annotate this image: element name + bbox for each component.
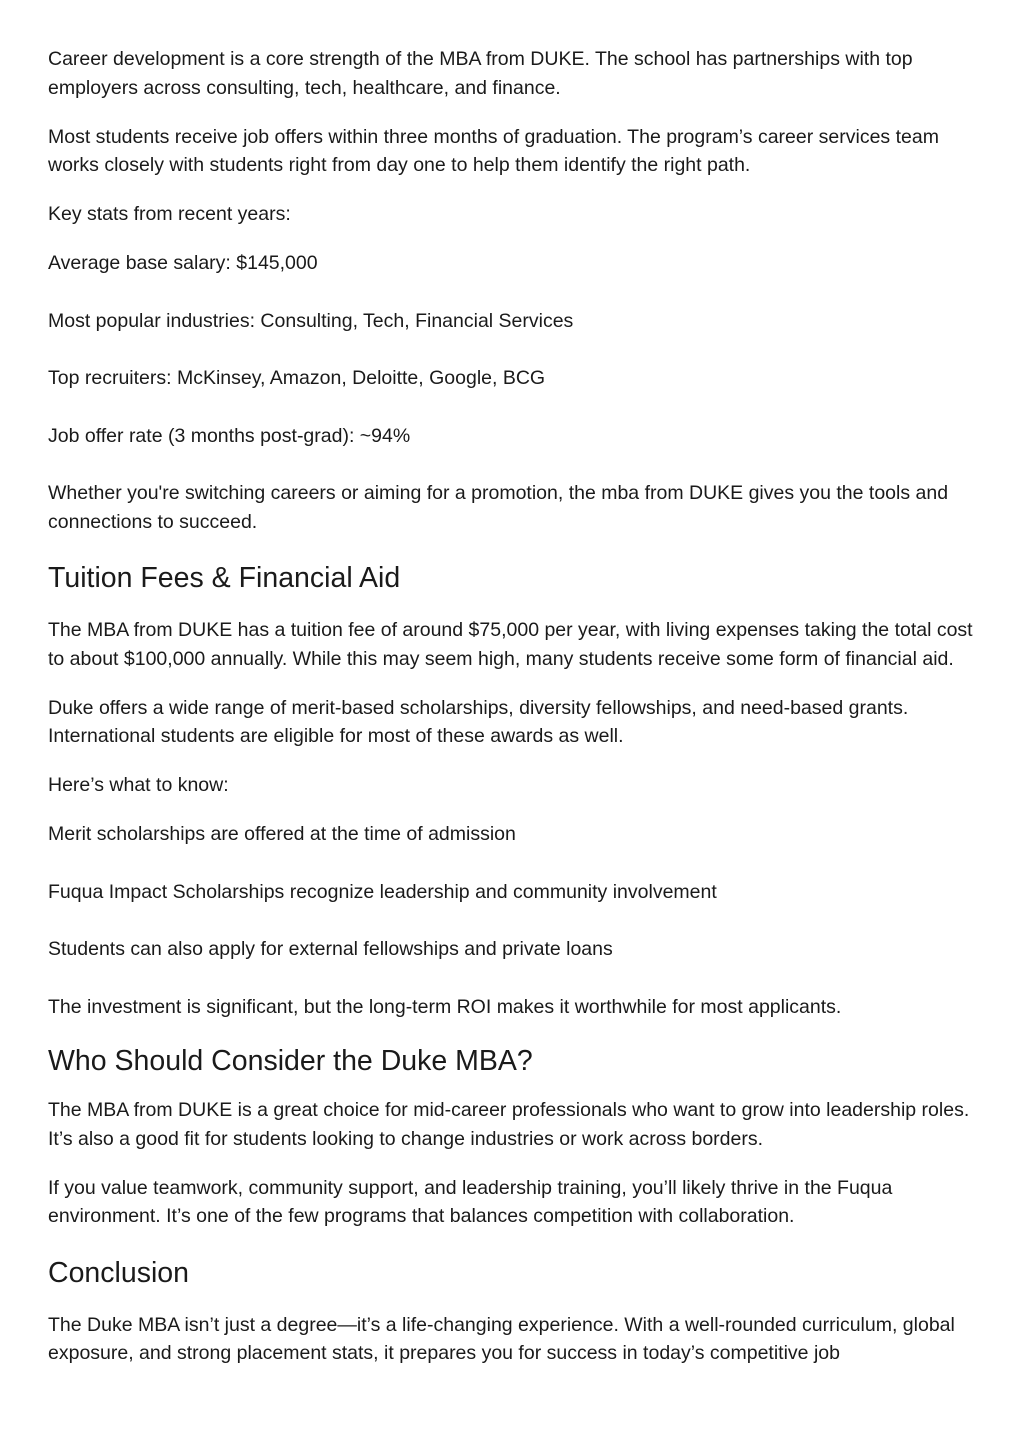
- tuition-paragraph-1: The MBA from DUKE has a tuition fee of around $75,000 per year, with living expenses taking the total cost to about $100,000 annually. While this may seem high, many students receive some form of financial aid.: [48, 619, 973, 670]
- stat-item: Average base salary: $145,000: [48, 252, 318, 274]
- who-paragraph-1: The MBA from DUKE is a great choice for mid-career professionals who want to grow into leadership roles. It’s also a good fit for students looking to change industries or work across borders.: [48, 1099, 970, 1150]
- tuition-paragraph-2: Duke offers a wide range of merit-based scholarships, diversity fellowships, and need-based grants. International students are eligible for most of these awards as well.: [48, 696, 909, 747]
- career-paragraph-2: Most students receive job offers within three months of graduation. The program’s career services team works closely with students right from day one to help them identify the right path.: [48, 125, 939, 176]
- stats-intro: Key stats from recent years:: [48, 203, 291, 225]
- conclusion-paragraph: The Duke MBA isn’t just a degree—it’s a life-changing experience. With a well-rounded curriculum, global exposure, and strong placement stats, it prepares you for success in today’s competitive job: [48, 1313, 955, 1364]
- career-paragraph-1: Career development is a core strength of the MBA from DUKE. The school has partnerships with top employers across consulting, tech, healthcare, and finance.: [48, 48, 913, 99]
- tuition-closing: The investment is significant, but the long-term ROI makes it worthwhile for most applicants.: [48, 995, 842, 1018]
- article-body: [48, 45, 983, 1388]
- who-heading: Who Should Consider the Duke MBA?: [48, 1045, 533, 1077]
- stat-item: Most popular industries: Consulting, Tech, Financial Services: [48, 309, 574, 332]
- career-closing: Whether you're switching careers or aiming for a promotion, the mba from DUKE gives you the tools and connections to succeed.: [48, 482, 949, 533]
- aid-item: Students can also apply for external fellowships and private loans: [48, 938, 613, 960]
- tuition-heading: Tuition Fees & Financial Aid: [48, 562, 401, 594]
- conclusion-heading: Conclusion: [48, 1256, 189, 1289]
- stat-item: Job offer rate (3 months post-grad): ~94%: [48, 424, 411, 447]
- aid-item: Fuqua Impact Scholarships recognize leadership and community involvement: [48, 880, 717, 903]
- aid-item: Merit scholarships are offered at the time of admission: [48, 823, 516, 845]
- who-paragraph-2: If you value teamwork, community support, and leadership training, you’ll likely thrive in the Fuqua environment. It’s one of the few programs that balances competition with collaboration.: [48, 1176, 893, 1227]
- stat-item: Top recruiters: McKinsey, Amazon, Deloitte, Google, BCG: [48, 367, 546, 389]
- aid-intro: Here’s what to know:: [48, 774, 229, 796]
